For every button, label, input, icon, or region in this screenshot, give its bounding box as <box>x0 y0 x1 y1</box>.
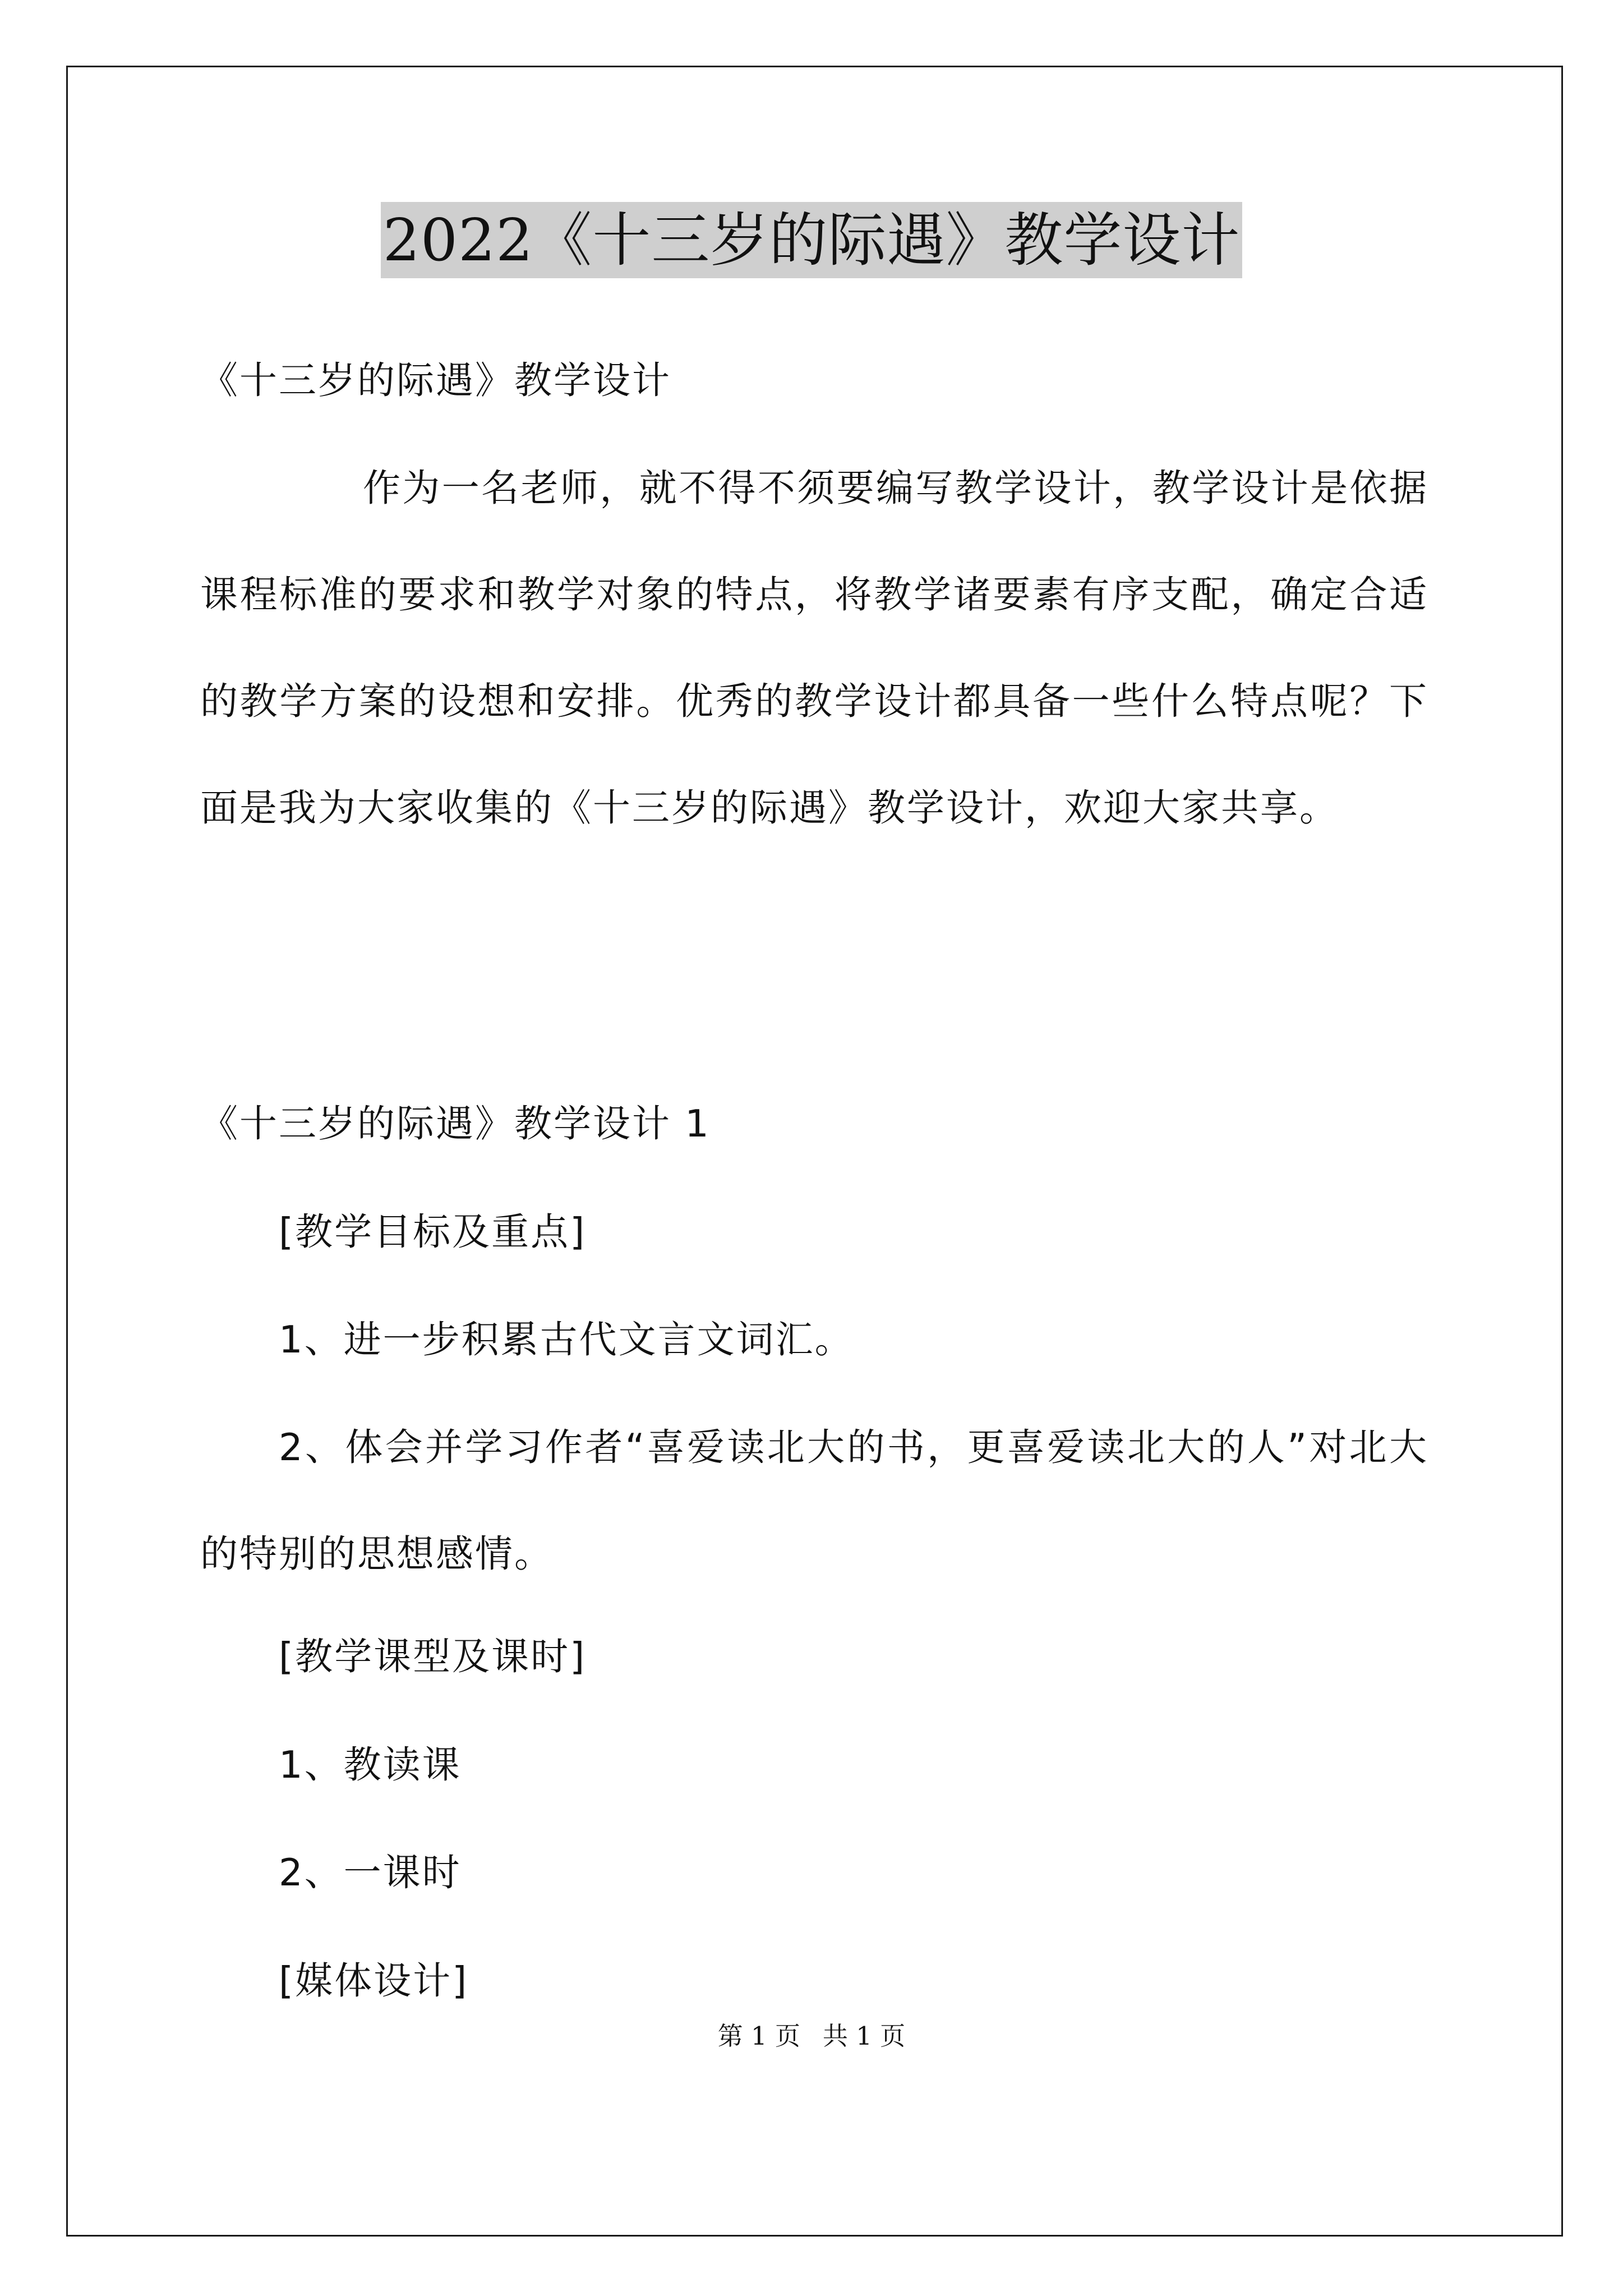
lesson-type-heading: [教学课型及课时] <box>279 1635 587 1678</box>
footer-page-total: 共 1 页 <box>823 2021 906 2051</box>
goal-item-1: 1、进一步积累古代文言文词汇。 <box>279 1318 854 1361</box>
page-footer <box>0 2019 1623 2053</box>
goals-heading: [教学目标及重点] <box>279 1210 587 1254</box>
media-heading: [媒体设计] <box>279 1959 469 2003</box>
document-title: 2022《十三岁的际遇》教学设计 <box>381 202 1243 278</box>
intro-paragraph: 作为一名老师，就不得不须要编写教学设计，教学设计是依据课程标准的要求和教学对象的特点，将教学诸要素有序支配，确定合适的教学方案的设想和安排。优秀的教学设计都具备一些什么特点呢？下面是我为大家收集的《十三岁的际遇》教学设计，欢迎大家共享。 <box>200 466 1428 830</box>
title-wrap <box>0 202 1623 278</box>
footer-page-current: 第 1 页 <box>717 2021 800 2051</box>
lesson-type-item-1: 1、教读课 <box>279 1743 462 1787</box>
section-heading: 《十三岁的际遇》教学设计 1 <box>200 1102 711 1145</box>
document-subtitle: 《十三岁的际遇》教学设计 <box>200 358 671 402</box>
lesson-type-item-2: 2、一课时 <box>279 1851 462 1894</box>
goal-item-2: 2、体会并学习作者“喜爱读北大的书，更喜爱读北大的人”对北大的特别的思想感情。 <box>200 1425 1428 1576</box>
